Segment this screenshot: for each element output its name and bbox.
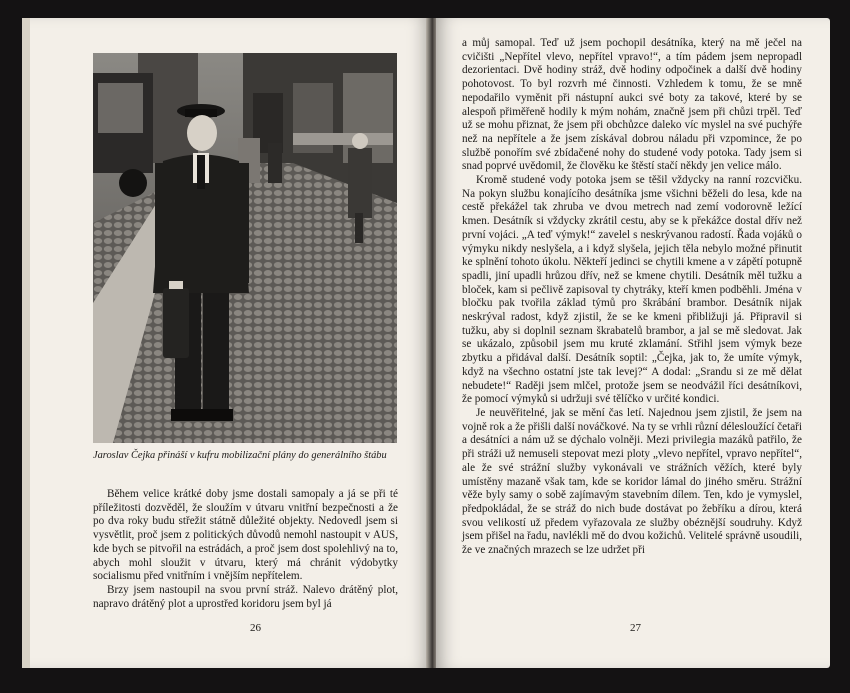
left-page-body xyxy=(93,488,398,611)
page-number: 27 xyxy=(630,622,641,634)
page-number: 26 xyxy=(250,622,261,634)
page-edge xyxy=(22,18,30,668)
left-page xyxy=(22,18,430,668)
book-spread xyxy=(22,18,832,680)
paragraph: Kromě studené vody potoka jsem se těšil vždycky na ranní rozcvičku. Na pokyn službu konajícího desátníka jsme všichni běželi do lesa, kde na cestě překážel tak zhruba ve dvou metrech nad zemí vodorovně ležící kmen. Desátník si vždycky zkrátil cestu, aby se k překážce dostal dřív než první vojáci. „A teď výmyk!“ zavelel s neskrývanou radostí. Řada vojáků o výmyku nikdy neslyšela, a i když slyšela, jejich těla nebylo možné přinutit ke splnění tohoto úkolu. Někteří jedinci se chytili kmene a v zápětí potupně spadli, jiní upadli hrůzou dřív, než se kmene chytili. Desátník měl tužku a bloček, kam si pečlivě zapisoval ty chytráky, kteří kmen podběhli. Jména v bločku pak tvořila základ týmů pro škrábání brambor. Desátník nijak neskrýval radost, když zjistil, že se ke kmeni přibližuji já. Připravil si tužku, aby si doplnil seznam škrabatelů brambor, a jal se mě sledovat. Jak se ukázalo, způsobil jsem mu kruté zklamání. Střihl jsem výmyk beze zbytku a přidával další. Desátník soptil: „Čejka, jak to, že umíte výmyk, když na všechno ostatní jste tak levej?“ A dodal: „Srandu si ze mě dělat nebudete!“ Raději jsem mlčel, protože jsem se neodvážil říci desátníkovi, že pomocí výmyků si udržuji své tělíčko v určité kondici. xyxy=(462,174,802,406)
photograph xyxy=(93,53,397,443)
right-page-body xyxy=(462,37,802,558)
paragraph: a můj samopal. Teď už jsem pochopil desátníka, který na mě ječel na cvičišti „Nepřítel vlevo, nepřítel vpravo!“, a tím pádem jsem nepropadl dezorientaci. Dvě hodiny stráž, dvě hodiny odpočinek a další dvě hodiny pohotovost. To byl rozvrh mé činnosti. Vzhledem k tomu, že se mně nepodařilo vyměnit při nástupní aukci své boty za takové, které by se alespoň přiměřeně hodily k mým nohám, značně jsem při chůzi trpěl. Teď už se mohu přiznat, že jsem při obchůzce daleko víc myslel na své puchýře než na nepřítele a že jsem získával dobrou náladu při vzpomince, že po službě ponořím své zbídačené nohy do studené vody potoka. Tady jsem si snad poprvé uvědomil, že člověku ke štěstí stačí někdy jen velice málo. xyxy=(462,37,802,173)
photo-caption: Jaroslav Čejka přináší v kufru mobilizační plány do generálního štábu xyxy=(93,450,387,461)
paragraph: Je neuvěřitelné, jak se mění čas letí. Najednou jsem zjistil, že jsem na vojně rok a že přišli další nováčkové. Na ty se vrhli různí délesloužící četaři a desátníci a nám už se dýchalo volněji. Mezi privilegia mazáků patřilo, že při stráži už nemuseli stepovat mezi ploty „vlevo nepřítel, vpravo nepřítel“, ale že své strážní služby vykonávali ve strážních věžích, které byly umístěny mazaně však tam, kde se koridor lámal do jiného směru. Strážní věže byly samy o sobě zajímavým stavebním dílem. Ten, kdo je vymyslel, předpokládal, že se stráž do nich bude dostávat po žebříku a dírou, která svou velikostí už předem vyřazovala ze služby obéznější soudruhy. Když jsem přišel na řadu, navlékli mě do dvou kožichů. Velitelé správně usoudili, že ve značných mrazech se lze udržet při xyxy=(462,406,802,557)
paragraph: Brzy jsem nastoupil na svou první stráž. Nalevo drátěný plot, napravo drátěný plot a uprostřed koridoru jsem byl já xyxy=(93,583,398,610)
paragraph: Během velice krátké doby jsme dostali samopaly a já se při té příležitosti dozvěděl, že sloužím v útvaru vnitřní bezpečnosti a že po dva roky budu střežit státně důležité objekty. Nedovedl jsem si vysvětlit, proč jsem z politických důvodů nemohl nastoupit v AUS, kde bych se pitvořil na estrádách, a proč jsem dost spolehlivý na to, abych mohl sloužit v útvaru, který má chránit výdobytky socialismu před vnitřním i vnějším nepřítelem. xyxy=(93,488,398,583)
